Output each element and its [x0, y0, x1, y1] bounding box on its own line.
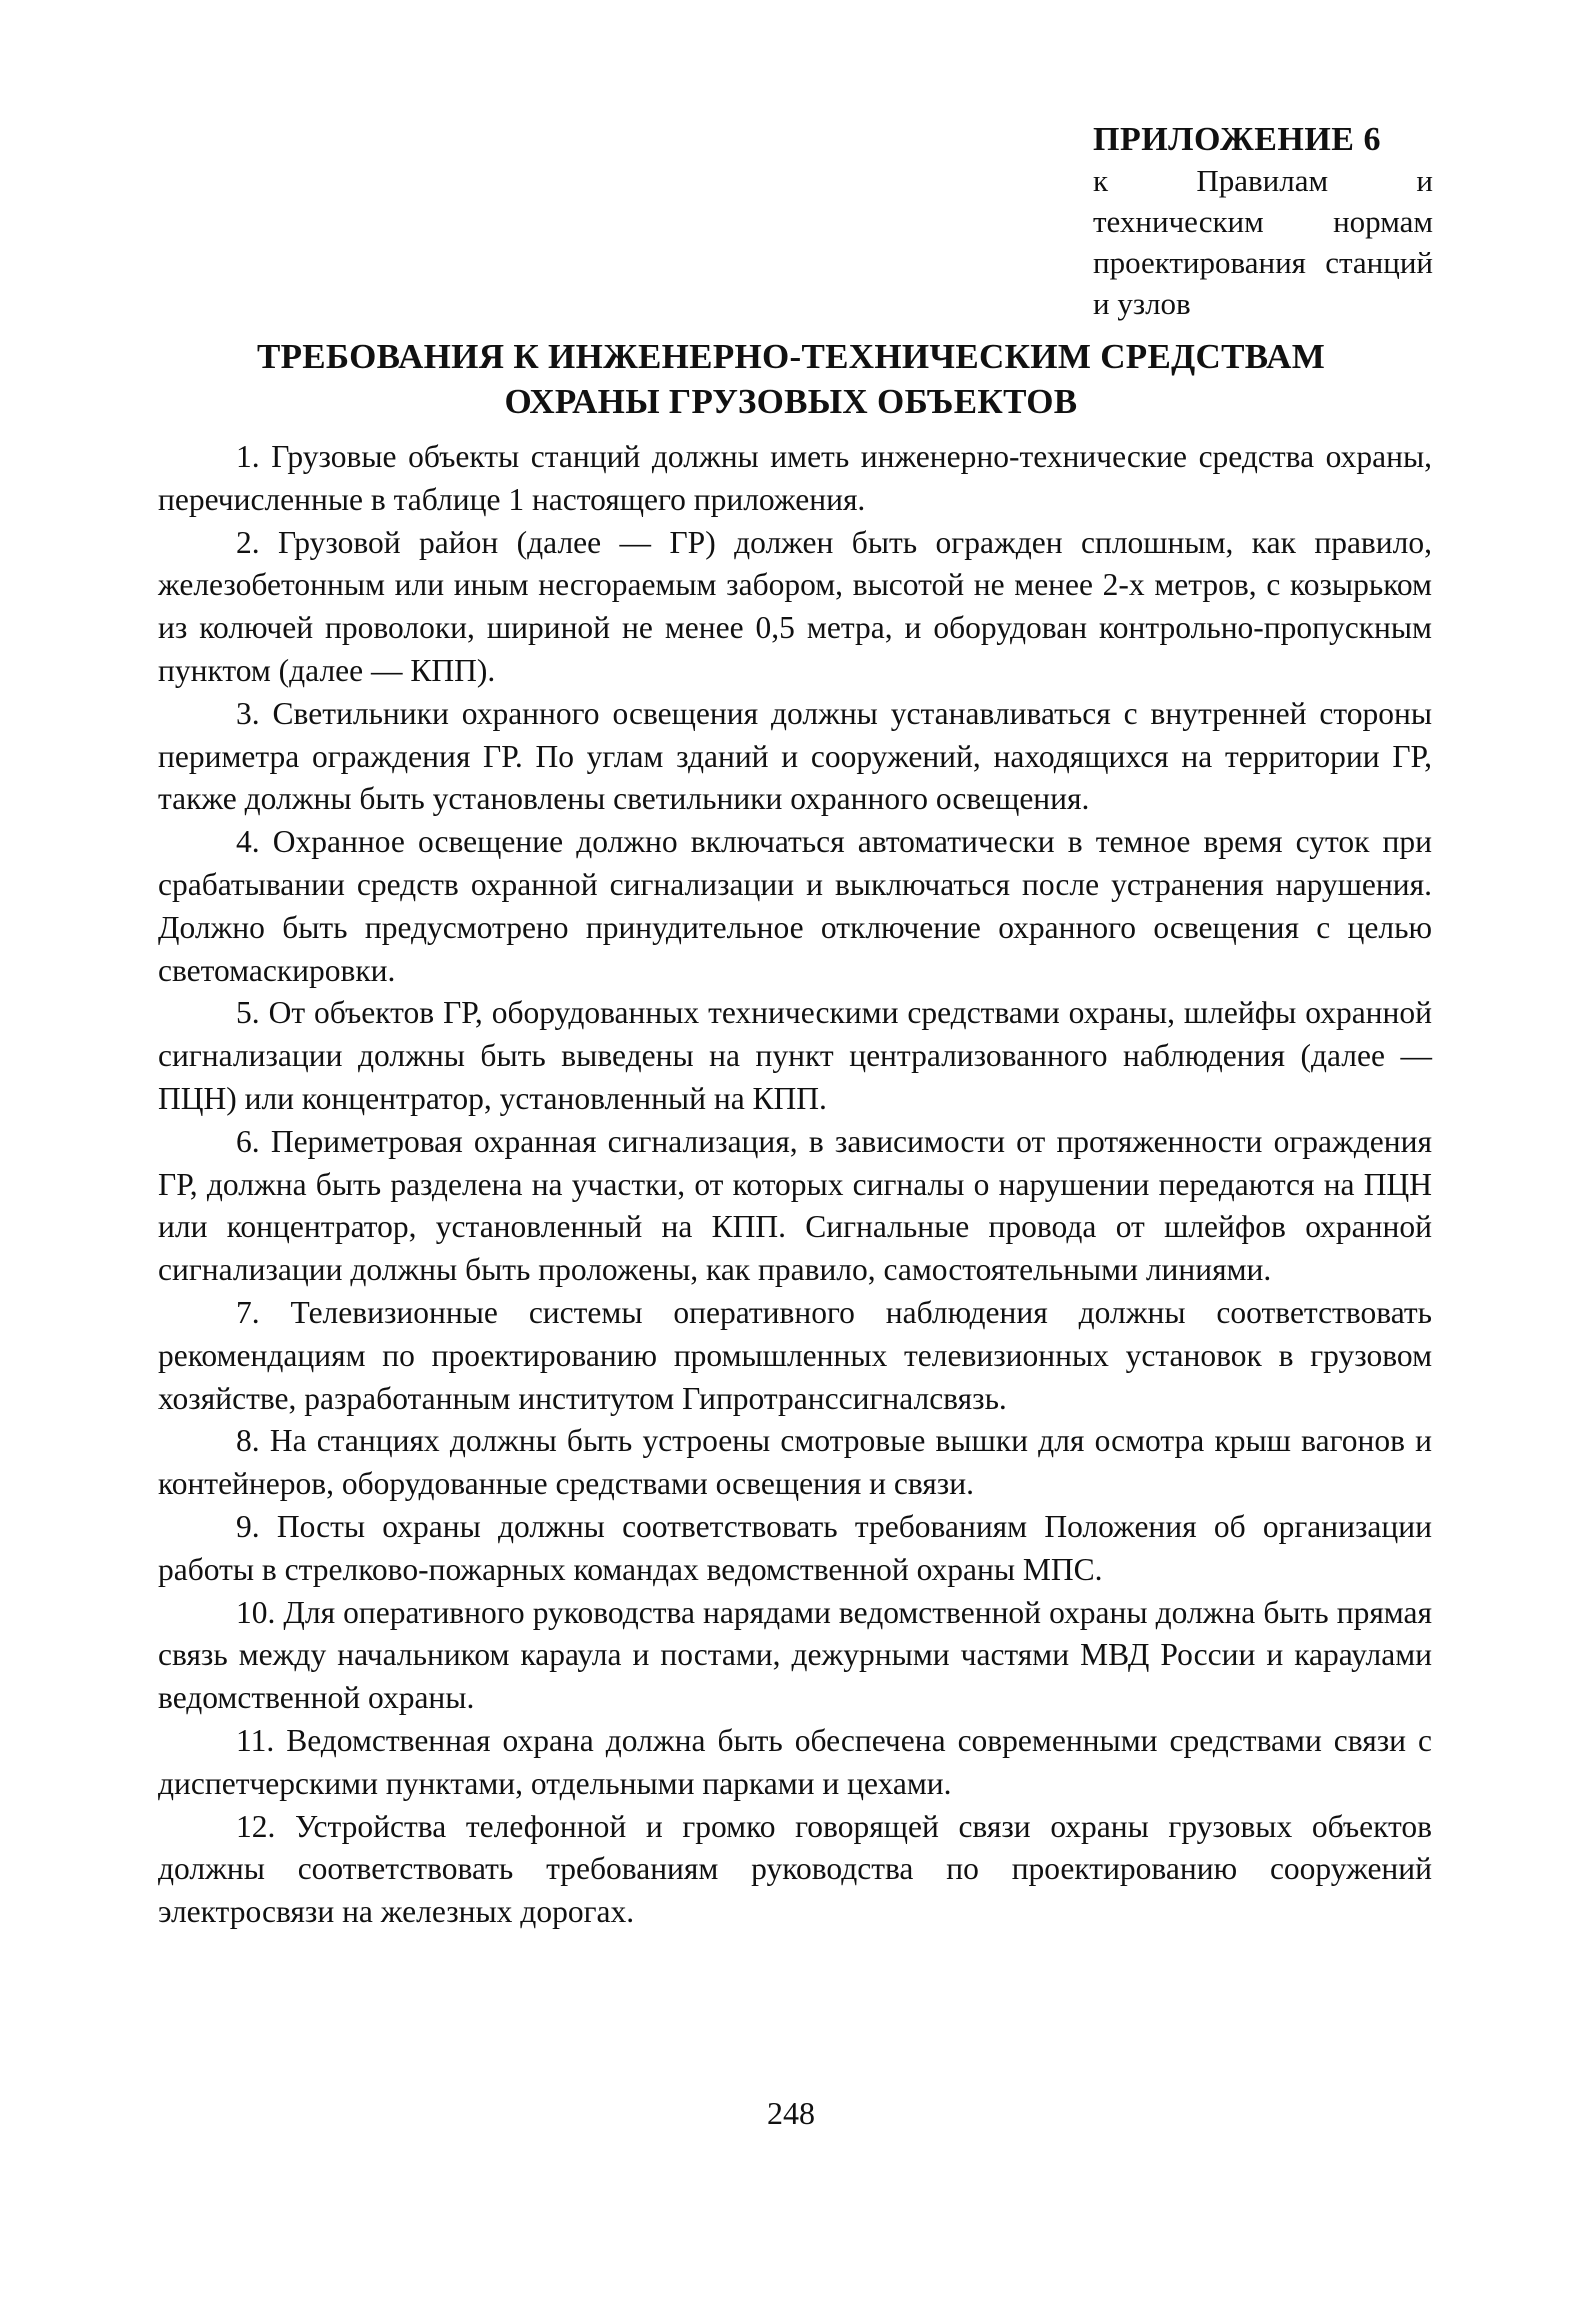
body-text	[158, 436, 1432, 1934]
paragraph-4: 4. Охранное освещение должно включаться автоматически в темное время суток при срабатывании средств охранной сигнализации и выключаться после устранения нарушения. Должно быть предусмотрено принудительное отключение охранного освещения с целью светомаскировки.	[158, 824, 1432, 988]
document-heading	[150, 334, 1432, 424]
paragraph-6: 6. Периметровая охранная сигнализация, в зависимости от протяженности ограждения ГР, должна быть разделена на участки, от которых сигналы о нарушении передаются на ПЦН или концентратор, установленный на КПП. Сигнальные провода от шлейфов охранной сигнализации должны быть проложены, как правило, самостоятельными линиями.	[158, 1123, 1432, 1288]
paragraph-5: 5. От объектов ГР, оборудованных техническими средствами охраны, шлейфы охранной сигнализации должны быть выведены на пункт централизованного наблюдения (далее — ПЦН) или концентратор, установленный на КПП.	[158, 995, 1432, 1116]
paragraph-9: 9. Посты охраны должны соответствовать требованиям Положения об организации работы в стрелково-пожарных командах ведомственной охраны МПС.	[158, 1508, 1432, 1587]
heading-line-2: ОХРАНЫ ГРУЗОВЫХ ОБЪЕКТОВ	[504, 382, 1078, 421]
paragraph-2: 2. Грузовой район (далее — ГР) должен быть огражден сплошным, как правило, железобетонным или иным несгораемым забором, высотой не менее 2-х метров, с козырьком из колючей проволоки, шириной не менее 0,5 метра, и оборудован контрольно-пропускным пунктом (далее — КПП).	[158, 524, 1432, 688]
paragraph-10: 10. Для оперативного руководства нарядами ведомственной охраны должна быть прямая связь между начальником караула и постами, дежурными частями МВД России и караулами ведомственной охраны.	[158, 1594, 1432, 1716]
paragraph-1: 1. Грузовые объекты станций должны иметь инженерно-технические средства охраны, перечисленные в таблице 1 настоящего приложения.	[158, 439, 1432, 517]
paragraph-11: 11. Ведомственная охрана должна быть обеспечена современными средствами связи с диспетчерскими пунктами, отдельными парками и цехами.	[158, 1722, 1432, 1801]
paragraph-8: 8. На станциях должны быть устроены смотровые вышки для осмотра крыш вагонов и контейнеров, оборудованные средствами освещения и связи.	[158, 1423, 1432, 1502]
appendix-header	[1093, 120, 1433, 324]
paragraph-12: 12. Устройства телефонной и громко говорящей связи охраны грузовых объектов должны соответствовать требованиям руководства по проектированию сооружений электросвязи на железных дорогах.	[158, 1808, 1432, 1930]
heading-line-1: ТРЕБОВАНИЯ К ИНЖЕНЕРНО-ТЕХНИЧЕСКИМ СРЕДСТВАМ	[256, 337, 1326, 376]
appendix-subtitle: к Правилам и техническим нормам проектирования станций и узлов	[1093, 163, 1433, 321]
paragraph-3: 3. Светильники охранного освещения должны устанавливаться с внутренней стороны периметра ограждения ГР. По углам зданий и сооружений, находящихся на территории ГР, также должны быть установлены светильники охранного освещения.	[158, 695, 1432, 817]
appendix-title: ПРИЛОЖЕНИЕ 6	[1093, 121, 1381, 158]
paragraph-7: 7. Телевизионные системы оперативного наблюдения должны соответствовать рекомендациям по проектированию промышленных телевизионных установок в грузовом хозяйстве, разработанным институтом Гипротранссигналсвязь.	[158, 1294, 1432, 1416]
page-number: 248	[767, 2095, 815, 2131]
